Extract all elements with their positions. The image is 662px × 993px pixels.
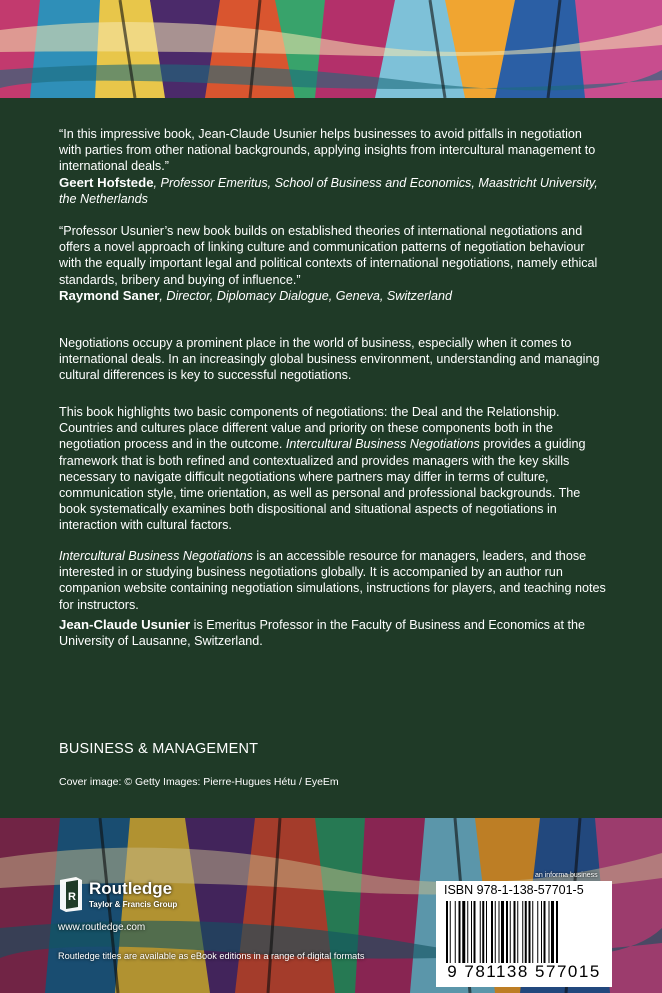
barcode-bar — [450, 901, 451, 963]
barcode-bar — [446, 901, 448, 963]
quote-affiliation: , Professor Emeritus, School of Business and Economics, Maastricht University, the Netherlands — [59, 175, 598, 206]
barcode-bar — [529, 901, 531, 963]
barcode-bar — [522, 901, 523, 963]
description-paragraph-1: Negotiations occupy a prominent place in the world of business, especially when it comes to international deals. In an increasingly global business environment, understanding and managing cultural differences is key to successful negotiations. — [59, 336, 600, 383]
barcode-block — [436, 881, 612, 987]
barcode-bar — [551, 901, 554, 963]
book-title: Intercultural Business Negotiations — [285, 437, 480, 452]
barcode-bar — [491, 901, 493, 963]
quote-text: “In this impressive book, Jean-Claude Usunier helps businesses to avoid pitfalls in negotiation with parties from other national backgrounds, applying insights from intercultural management to international deals.” — [59, 127, 596, 174]
barcode-icon — [444, 901, 604, 963]
quote-author: Geert Hofstede — [59, 174, 154, 190]
barcode-bar — [537, 901, 538, 963]
barcode-bar — [467, 901, 468, 963]
barcode-bar — [499, 901, 500, 963]
barcode-bar — [549, 901, 550, 963]
author-bio: Jean-Claude Usunier is Emeritus Professor in the Faculty of Business and Economics at the University of Lausanne, Switzerland. — [59, 617, 585, 649]
quote-author: Raymond Saner — [59, 287, 160, 303]
barcode-bar — [486, 901, 487, 963]
barcode-bar — [459, 901, 461, 963]
barcode-bar — [517, 901, 518, 963]
barcode-bar — [471, 901, 472, 963]
barcode-bar — [474, 901, 476, 963]
ebook-note: Routledge titles are available as eBook editions in a range of digital formats — [58, 951, 365, 961]
barcode-digits: 9 781138 577015 — [447, 962, 601, 981]
author-name: Jean-Claude Usunier — [59, 617, 191, 632]
barcode-bar — [541, 901, 542, 963]
barcode-bar — [462, 901, 465, 963]
barcode-bar — [525, 901, 527, 963]
barcode-bar — [510, 901, 511, 963]
barcode-bar — [532, 901, 533, 963]
barcode-bar — [482, 901, 484, 963]
barcode-bar — [495, 901, 496, 963]
routledge-book-icon — [58, 876, 84, 912]
endorsement-quote-2 — [59, 223, 607, 304]
barcode-bar — [506, 901, 508, 963]
informa-business-label: an informa business — [535, 872, 598, 879]
subject-category: BUSINESS & MANAGEMENT — [59, 741, 259, 757]
barcode-bar — [514, 901, 516, 963]
svg-text:R: R — [68, 891, 76, 903]
cover-image-credit: Cover image: © Getty Images: Pierre-Hugues Hétu / EyeEm — [59, 776, 339, 788]
barcode-bar — [544, 901, 546, 963]
isbn-label: ISBN 978-1-138-57701-5 — [444, 883, 584, 897]
publisher-name: Routledge — [89, 879, 173, 898]
publisher-tagline: Taylor & Francis Group — [89, 900, 178, 909]
publisher-website[interactable]: www.routledge.com — [58, 922, 146, 933]
barcode-bar — [556, 901, 558, 963]
book-title: Intercultural Business Negotiations — [59, 549, 253, 563]
barcode-bar — [480, 901, 481, 963]
quote-affiliation: , Director, Diplomacy Dialogue, Geneva, Switzerland — [159, 288, 452, 303]
endorsement-quote-1 — [59, 126, 607, 207]
quote-text: “Professor Usunier’s new book builds on established theories of international negotiations and offers a novel approach of linking culture and communication patterns of negotiation behaviour with the equally important legal and political contexts of international negotiations, namely ethical standards, bribery and buying of influence.” — [59, 224, 598, 287]
barcode-bar — [455, 901, 456, 963]
cover-artwork-top — [0, 0, 662, 98]
description-paragraph-2: This book highlights two basic components of negotiations: the Deal and the Relationship. Countries and cultures place different value and priority on these components both in the negotiation process and in the outcome. Intercultural Business Negotiations provides a guiding framework that is both refined and contextualized and provides managers with the key skills necessary to navigate difficult negotiations where partners may differ in terms of culture, communication style, time orientation, as well as personal and professional backgrounds. The book systematically examines both dispositional and situational aspects of negotiations in interaction with cultural factors. — [59, 405, 586, 533]
barcode-bar — [501, 901, 504, 963]
publisher-logo — [58, 876, 198, 916]
description-paragraph-3: Intercultural Business Negotiations is an accessible resource for managers, leaders, and those interested in or studying business negotiations globally. It is accompanied by an author run companion website containing negotiation simulations, instructions for players, and teaching notes for instructors. — [59, 549, 606, 612]
